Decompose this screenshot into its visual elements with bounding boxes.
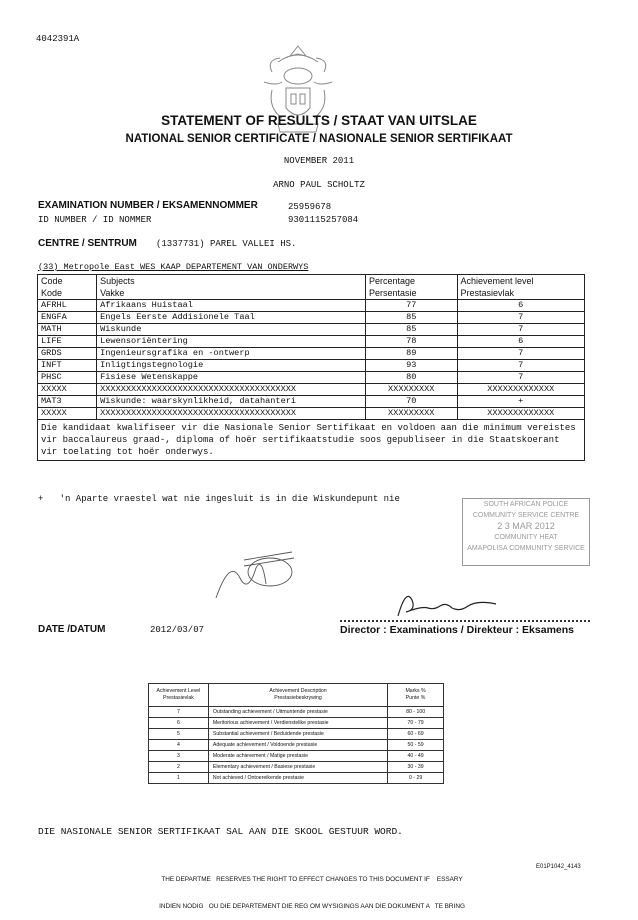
subject-percentage: 85 — [365, 324, 457, 336]
legend-marks: 60 - 69 — [388, 729, 444, 740]
legend-desc: Adequate achievement / Voldoende prestasie — [208, 740, 387, 751]
subject-level: 7 — [457, 360, 585, 372]
disclaimer — [112, 857, 512, 920]
legend-level: 2 — [149, 762, 209, 773]
table-row — [38, 348, 585, 360]
table-row — [38, 300, 585, 312]
table-row — [38, 336, 585, 348]
subject-name: Wiskunde — [97, 324, 366, 336]
police-stamp — [462, 498, 590, 566]
subject-code: MATH — [38, 324, 97, 336]
subject-level: 6 — [457, 336, 585, 348]
legend-level: 6 — [149, 718, 209, 729]
disclaimer-line-1: THE DEPARTME RESERVES THE RIGHT TO EFFECT CHANGES TO THIS DOCUMENT IF ESSARY — [161, 876, 463, 883]
legend-header-marks: Marks % Punte % — [388, 684, 444, 707]
date-label: DATE /DATUM — [38, 624, 106, 635]
legend-marks: 40 - 49 — [388, 751, 444, 762]
legend-marks: 50 - 59 — [388, 740, 444, 751]
table-row — [38, 372, 585, 384]
director-title: Director : Examinations / Direkteur : Eksamens — [340, 624, 574, 636]
subject-code: MAT3 — [38, 396, 97, 408]
department-line: (33) Metropole East WES KAAP DEPARTEMENT VAN ONDERWYS — [38, 262, 309, 272]
legend-level: 4 — [149, 740, 209, 751]
id-number-label: ID NUMBER / ID NOMMER — [38, 215, 152, 225]
header-percentage: Percentage Persentasie — [365, 275, 457, 300]
stamp-line-4: AMAPOLISA COMMUNITY SERVICE — [467, 545, 585, 552]
footnote: + 'n Aparte vraestel wat nie ingesluit is in die Wiskundepunt nie — [38, 494, 400, 504]
director-signature-icon — [392, 586, 502, 622]
stamp-line-2: COMMUNITY SERVICE CENTRE — [472, 512, 580, 519]
subject-code: XXXXX — [38, 384, 97, 396]
document-subtitle: NATIONAL SENIOR CERTIFICATE / NASIONALE SENIOR SERTIFIKAAT — [125, 133, 513, 145]
subject-percentage: XXXXXXXXX — [365, 384, 457, 396]
centre-label: CENTRE / SENTRUM — [38, 238, 137, 249]
legend-header-desc: Achievement Description Prestasiebeskrywing — [208, 684, 387, 707]
subject-level: 7 — [457, 324, 585, 336]
qualification-statement: Die kandidaat kwalifiseer vir die Nasionale Senior Sertifikaat en voldoen aan die minimum vereistes vir baccalaureus graad-, diploma of hoër sertifikaatstudie soos gepubliseer in die Staatskoerant vir toelating tot hoër onderwys. — [38, 420, 585, 461]
qualification-row — [38, 420, 585, 461]
subject-level: 7 — [457, 372, 585, 384]
legend-row — [149, 751, 444, 762]
legend-desc: Outstanding achievement / Uitmuntende prestasie — [208, 707, 387, 718]
legend-level: 1 — [149, 773, 209, 784]
signature-line — [340, 620, 590, 622]
subject-percentage: 89 — [365, 348, 457, 360]
legend-row — [149, 718, 444, 729]
legend-row — [149, 740, 444, 751]
subject-level: 6 — [457, 300, 585, 312]
subject-code: XXXXX — [38, 408, 97, 420]
date-value: 2012/03/07 — [150, 625, 205, 635]
legend-desc: Not achieved / Ontoereikende prestasie — [208, 773, 387, 784]
subject-code: AFRHL — [38, 300, 97, 312]
achievement-legend-table — [148, 683, 444, 784]
subject-name: Afrikaans Huistaal — [97, 300, 366, 312]
subject-code: GRDS — [38, 348, 97, 360]
subject-name: Engels Eerste Addisionele Taal — [97, 312, 366, 324]
subject-code: LIFE — [38, 336, 97, 348]
legend-desc: Elementary achievement / Basiese prestasie — [208, 762, 387, 773]
subject-code: PHSC — [38, 372, 97, 384]
exam-number-value: 25959678 — [288, 202, 332, 212]
header-code: Code Kode — [38, 275, 97, 300]
table-row — [38, 408, 585, 420]
candidate-name: ARNO PAUL SCHOLTZ — [273, 180, 365, 190]
subject-level: 7 — [457, 348, 585, 360]
results-header-row — [38, 275, 585, 300]
legend-marks: 80 - 100 — [388, 707, 444, 718]
subject-name: Fisiese Wetenskappe — [97, 372, 366, 384]
subject-percentage: 80 — [365, 372, 457, 384]
disclaimer-line-2: INDIEN NODIG OU DIE DEPARTEMENT DIE REG OM WYSIGINGS AAN DIE DOKUMENT A TE BRING — [159, 903, 465, 910]
commissioner-signature-icon — [200, 548, 300, 608]
header-achievement: Achievement level Prestasievlak — [457, 275, 585, 300]
subject-percentage: 85 — [365, 312, 457, 324]
subject-level: + — [457, 396, 585, 408]
school-notice: DIE NASIONALE SENIOR SERTIFIKAAT SAL AAN DIE SKOOL GESTUUR WORD. — [38, 826, 403, 837]
subject-level: XXXXXXXXXXXXX — [457, 384, 585, 396]
legend-row — [149, 729, 444, 740]
subject-percentage: XXXXXXXXX — [365, 408, 457, 420]
id-number-value: 9301115257084 — [288, 215, 359, 225]
legend-header-level: Achievement Level Prestasievlak — [149, 684, 209, 707]
results-table — [37, 274, 585, 461]
subject-percentage: 70 — [365, 396, 457, 408]
subject-percentage: 78 — [365, 336, 457, 348]
subject-percentage: 77 — [365, 300, 457, 312]
stamp-line-3: COMMUNITY HEAT — [494, 534, 558, 541]
subject-name: Lewensoriëntering — [97, 336, 366, 348]
legend-desc: Meritorious achievement / Verdienstelike prestasie — [208, 718, 387, 729]
legend-row — [149, 773, 444, 784]
table-row — [38, 396, 585, 408]
legend-marks: 30 - 39 — [388, 762, 444, 773]
table-row — [38, 360, 585, 372]
subject-code: INFT — [38, 360, 97, 372]
legend-desc: Moderate achievement / Matige prestasie — [208, 751, 387, 762]
table-row — [38, 384, 585, 396]
form-code: E01P1042_4143 — [536, 864, 581, 870]
legend-header-row — [149, 684, 444, 707]
subject-code: ENGFA — [38, 312, 97, 324]
stamp-line-1: SOUTH AFRICAN POLICE — [483, 501, 569, 508]
legend-level: 3 — [149, 751, 209, 762]
exam-number-label: EXAMINATION NUMBER / EKSAMENNOMMER — [38, 200, 258, 211]
legend-marks: 0 - 29 — [388, 773, 444, 784]
header-subjects: Subjects Vakke — [97, 275, 366, 300]
document-number: 4042391A — [36, 34, 80, 44]
stamp-date: 2 3 MAR 2012 — [497, 521, 555, 531]
subject-name: Ingenieursgrafika en -ontwerp — [97, 348, 366, 360]
subject-level: 7 — [457, 312, 585, 324]
legend-row — [149, 707, 444, 718]
legend-level: 5 — [149, 729, 209, 740]
subject-name: XXXXXXXXXXXXXXXXXXXXXXXXXXXXXXXXXXXXXX — [97, 408, 366, 420]
document-title: STATEMENT OF RESULTS / STAAT VAN UITSLAE — [161, 113, 477, 128]
subject-percentage: 93 — [365, 360, 457, 372]
centre-value: (1337731) PAREL VALLEI HS. — [156, 239, 297, 249]
exam-period: NOVEMBER 2011 — [283, 156, 355, 166]
legend-row — [149, 762, 444, 773]
legend-level: 7 — [149, 707, 209, 718]
subject-name: Inligtingstegnologie — [97, 360, 366, 372]
subject-name: XXXXXXXXXXXXXXXXXXXXXXXXXXXXXXXXXXXXXX — [97, 384, 366, 396]
subject-name: Wiskunde: waarskynlikheid, datahanteri — [97, 396, 366, 408]
legend-marks: 70 - 79 — [388, 718, 444, 729]
subject-level: XXXXXXXXXXXXX — [457, 408, 585, 420]
table-row — [38, 312, 585, 324]
legend-desc: Substantial achievement / Beduidende prestasie — [208, 729, 387, 740]
table-row — [38, 324, 585, 336]
